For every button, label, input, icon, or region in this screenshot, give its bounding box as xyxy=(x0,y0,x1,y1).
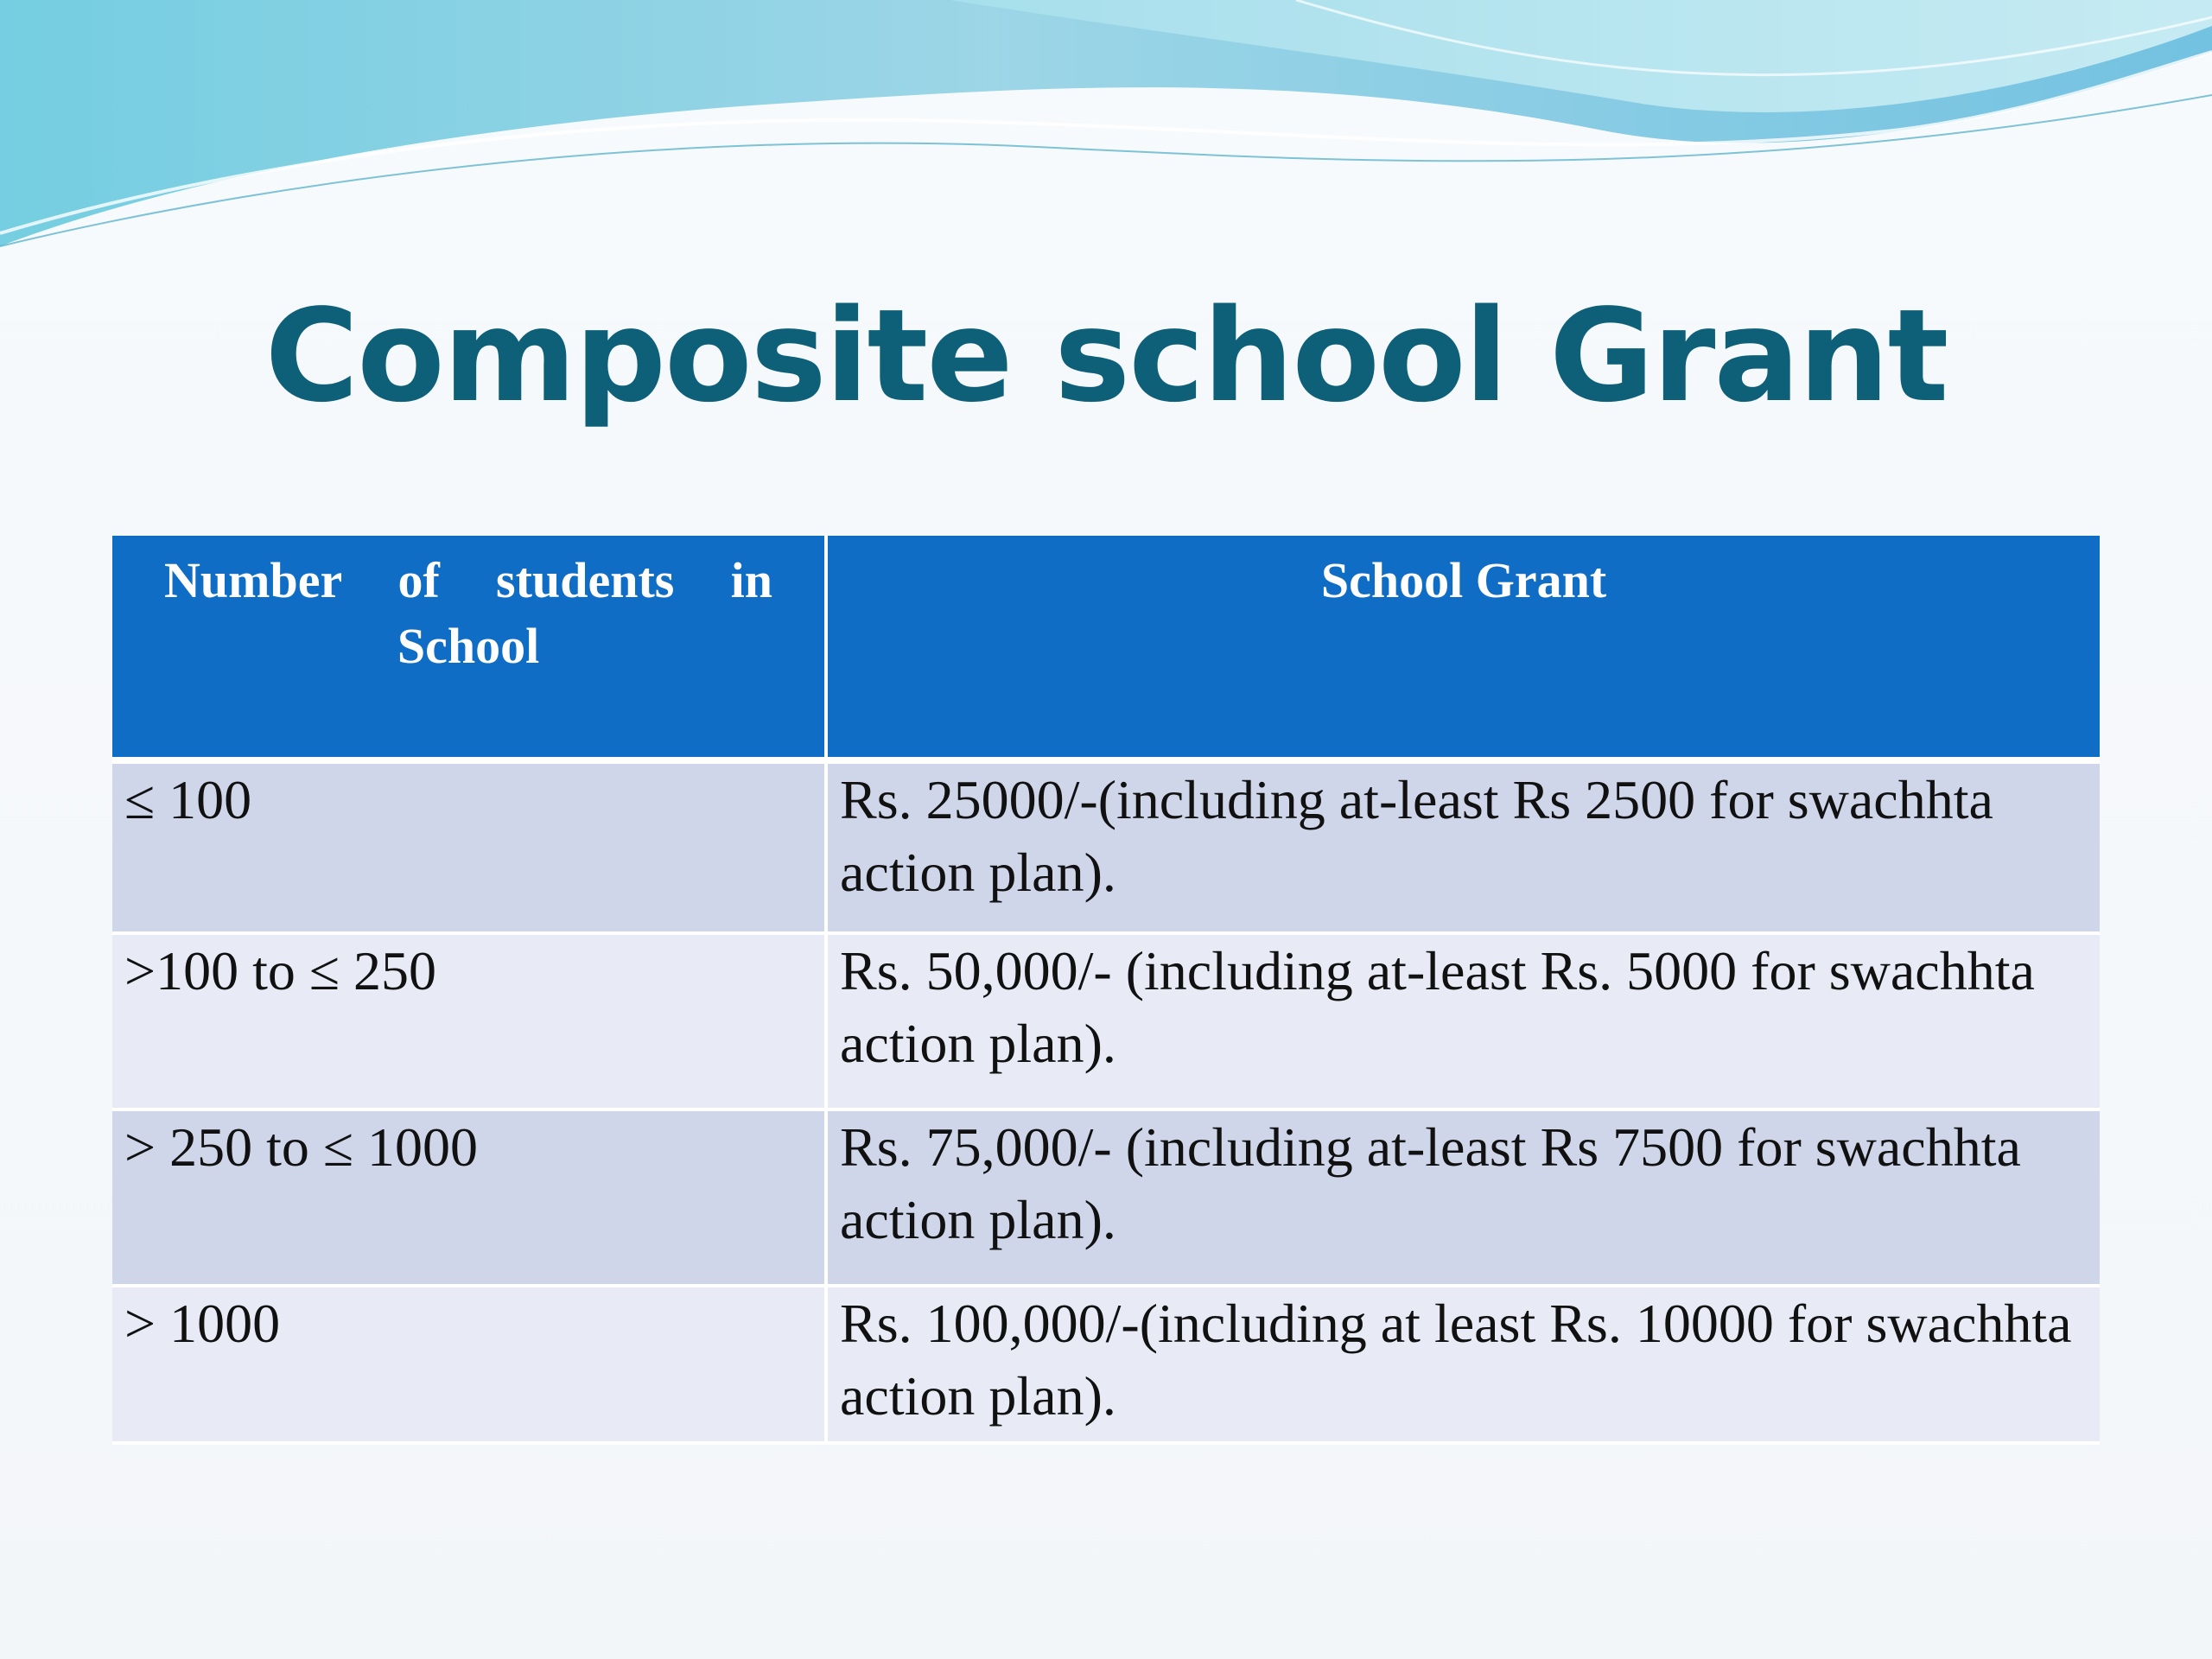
cell-students: >100 to ≤ 250 xyxy=(112,935,828,1111)
slide-title: Composite school Grant xyxy=(264,282,1948,430)
table-row xyxy=(112,764,2100,935)
cell-students: ≤ 100 xyxy=(112,764,828,935)
cell-grant: Rs. 100,000/-(including at least Rs. 10000 for swachhta action plan). xyxy=(828,1287,2100,1445)
cell-grant: Rs. 50,000/- (including at-least Rs. 5000 for swachhta action plan). xyxy=(828,935,2100,1111)
cell-grant: Rs. 25000/-(including at-least Rs 2500 for swachhta action plan). xyxy=(828,764,2100,935)
table-header-row xyxy=(112,536,2100,764)
table-row xyxy=(112,1111,2100,1287)
cell-students: > 1000 xyxy=(112,1287,828,1445)
table-row xyxy=(112,1287,2100,1445)
cell-grant: Rs. 75,000/- (including at-least Rs 7500 for swachhta action plan). xyxy=(828,1111,2100,1287)
header-school-grant: School Grant xyxy=(828,536,2100,764)
table-row xyxy=(112,935,2100,1111)
decorative-wave-banner xyxy=(0,0,2212,259)
cell-students: > 250 to ≤ 1000 xyxy=(112,1111,828,1287)
grant-table xyxy=(112,536,2100,1445)
header-students: Number of students in School xyxy=(112,536,828,764)
